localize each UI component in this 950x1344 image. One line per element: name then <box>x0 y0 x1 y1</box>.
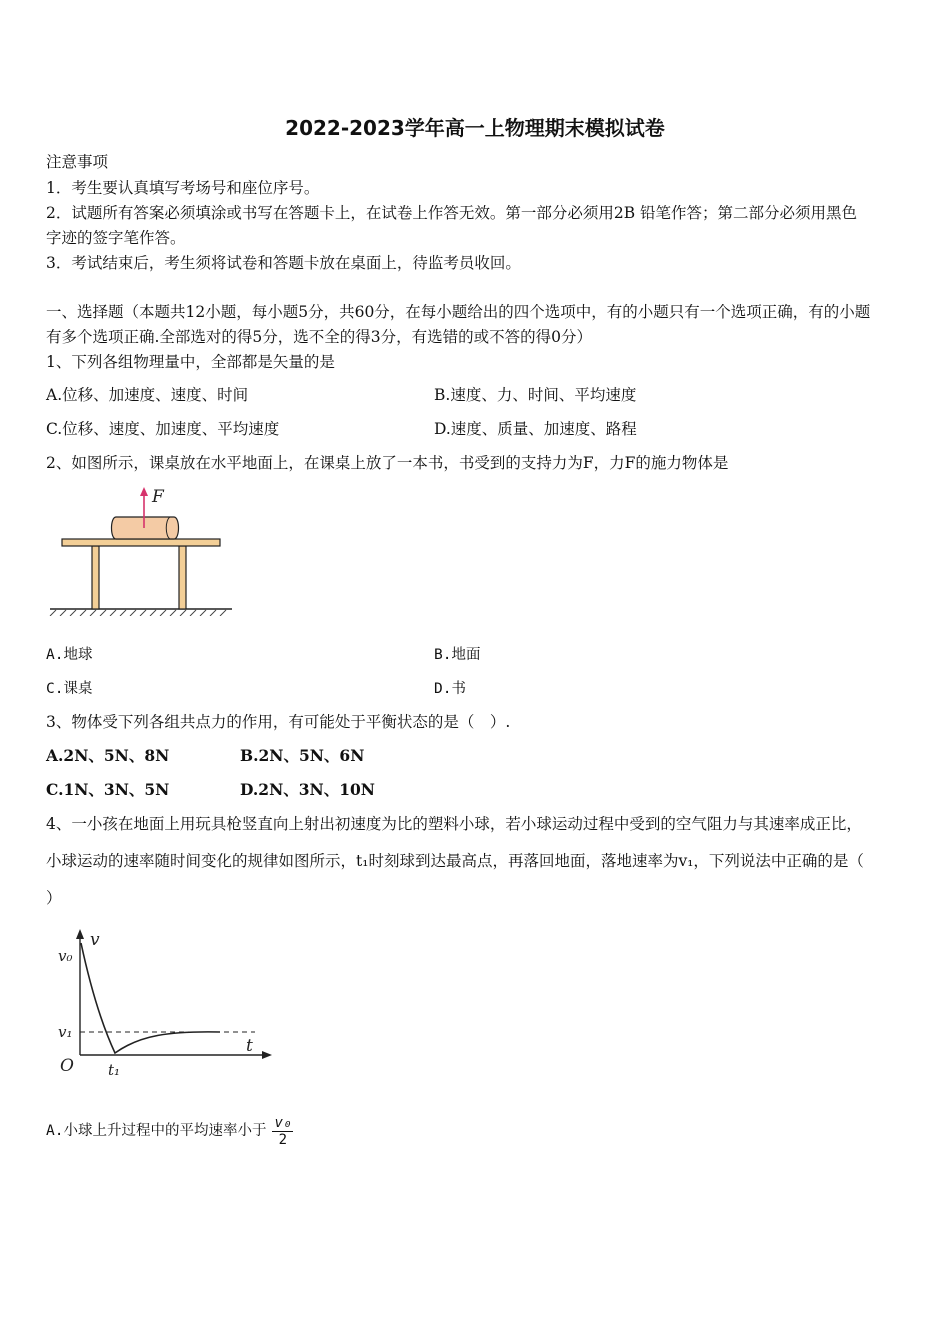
q2-option-a: A.地球 <box>46 647 93 663</box>
section-instructions-1: 一、选择题（本题共12小题，每小题5分，共60分，在每小题给出的四个选项中，有的小题只有一个选项正确，有的小题 <box>46 303 871 321</box>
notice-item-2: 2．试题所有答案必须填涂或书写在答题卡上，在试卷上作答无效。第一部分必须用2B 铅笔作答；第二部分必须用黑色 <box>46 204 858 222</box>
q1-option-b: B.速度、力、时间、平均速度 <box>434 386 637 404</box>
q2-stem: 2、如图所示，课桌放在水平地面上，在课桌上放了一本书，书受到的支持力为F，力F的施力物体是 <box>46 454 729 472</box>
q3-option-b: B.2N、5N、6N <box>240 746 365 765</box>
q3-option-c: C.1N、3N、5N <box>46 780 170 799</box>
q4-stem-line1: 4、一小孩在地面上用玩具枪竖直向上射出初速度为比的塑料小球，若小球运动过程中受到的空气阻力与其速率成正比， <box>46 815 862 833</box>
q3-option-a: A.2N、5N、8N <box>46 746 170 765</box>
t1-label: t₁ <box>108 1061 121 1079</box>
v0-over-2-fraction <box>272 1115 293 1148</box>
q2-option-c: C.课桌 <box>46 681 93 697</box>
v0-label: v₀ <box>58 947 73 965</box>
q1-option-c: C.位移、速度、加速度、平均速度 <box>46 420 280 438</box>
notice-item-2-cont: 字迹的签字笔作答。 <box>46 229 186 247</box>
v-axis-label: v <box>90 930 100 950</box>
notice-heading: 注意事项 <box>46 153 109 171</box>
q1-option-a: A.位移、加速度、速度、时间 <box>46 386 249 404</box>
desk-book-figure <box>46 484 236 616</box>
fraction-numerator: v₀ <box>274 1114 292 1131</box>
fraction-denominator: 2 <box>278 1131 288 1148</box>
q2-option-d: D.书 <box>434 681 466 697</box>
q4-option-a <box>46 1110 293 1152</box>
q1-stem: 1、下列各组物理量中，全部都是矢量的是 <box>46 353 335 371</box>
v1-label: v₁ <box>58 1023 73 1041</box>
velocity-time-graph <box>50 925 280 1080</box>
q4-stem-line3: ） <box>46 889 62 907</box>
origin-label: O <box>60 1056 74 1076</box>
q2-option-b: B.地面 <box>434 647 481 663</box>
notice-item-3: 3．考试结束后，考生须将试卷和答题卡放在桌面上，待监考员收回。 <box>46 254 521 272</box>
t-axis-label: t <box>246 1036 253 1056</box>
q4-option-a-text: A.小球上升过程中的平均速率小于 <box>46 1123 267 1139</box>
force-label: F <box>152 487 164 507</box>
q4-stem-line2: 小球运动的速率随时间变化的规律如图所示，t₁时刻球到达最高点，再落回地面，落地速率为v₁，下列说法中正确的是（ <box>46 852 864 870</box>
q3-option-d: D.2N、3N、10N <box>240 780 375 799</box>
section-instructions-2: 有多个选项正确.全部选对的得5分，选不全的得3分，有选错的或不答的得0分） <box>46 328 593 346</box>
notice-item-1: 1．考生要认真填写考场号和座位序号。 <box>46 179 320 197</box>
q1-option-d: D.速度、质量、加速度、路程 <box>434 420 637 438</box>
page-title: 2022-2023学年高一上物理期末模拟试卷 <box>285 116 665 140</box>
q3-stem: 3、物体受下列各组共点力的作用，有可能处于平衡状态的是（ ）. <box>46 713 511 731</box>
